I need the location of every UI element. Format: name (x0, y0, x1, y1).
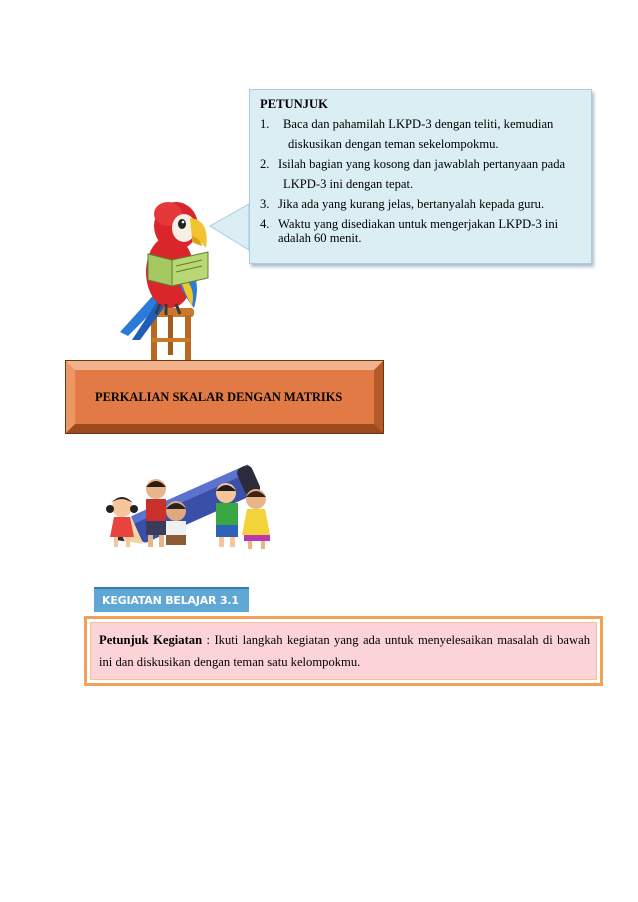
item-text-block (278, 214, 583, 245)
item-number: 1. (260, 117, 270, 131)
kid (242, 489, 270, 549)
item-number: 4. (260, 217, 270, 231)
item-number: 2. (260, 157, 270, 171)
item-text: Waktu yang disediakan untuk mengerjakan LKPD-3 ini (278, 217, 559, 231)
kid (216, 483, 238, 547)
item-text: Jika ada yang kurang jelas, bertanyalah kepada guru. (278, 197, 545, 211)
activity-instructions-label: Petunjuk Kegiatan (99, 633, 203, 647)
activity-instructions-text (90, 622, 597, 680)
item-continuation: LKPD-3 ini dengan tepat. (283, 177, 414, 191)
item-text-line2: adalah 60 menit. (278, 231, 362, 245)
item-text: Isilah bagian yang kosong dan jawablah pertanyaan pada (278, 157, 566, 171)
item-number: 3. (260, 197, 270, 211)
activity-tab (94, 587, 249, 612)
instruction-item (260, 154, 583, 174)
item-text: Baca dan pahamilah LKPD-3 dengan teliti, kemudian (283, 117, 554, 131)
topic-title-box (66, 361, 383, 433)
item-continuation: diskusikan dengan teman sekelompokmu. (288, 137, 499, 151)
instructions-callout (249, 89, 592, 264)
instruction-item (260, 194, 583, 214)
activity-instructions-body: : Ikuti langkah kegiatan yang ada untuk menyelesaikan masalah di bawah ini dan diskusikan dengan teman satu kelompokmu. (99, 633, 590, 669)
activity-tab-label: KEGIATAN BELAJAR 3.1 (102, 594, 239, 607)
speech-pointer (210, 204, 249, 250)
topic-title: PERKALIAN SKALAR DENGAN MATRIKS (95, 389, 343, 404)
callout-title: PETUNJUK (260, 97, 328, 111)
instruction-item (260, 114, 583, 134)
kid (166, 501, 186, 545)
instruction-item (260, 214, 583, 245)
activity-instructions-box (84, 616, 603, 686)
kids-pencil-illustration (96, 455, 284, 553)
parrot-illustration (110, 190, 255, 365)
